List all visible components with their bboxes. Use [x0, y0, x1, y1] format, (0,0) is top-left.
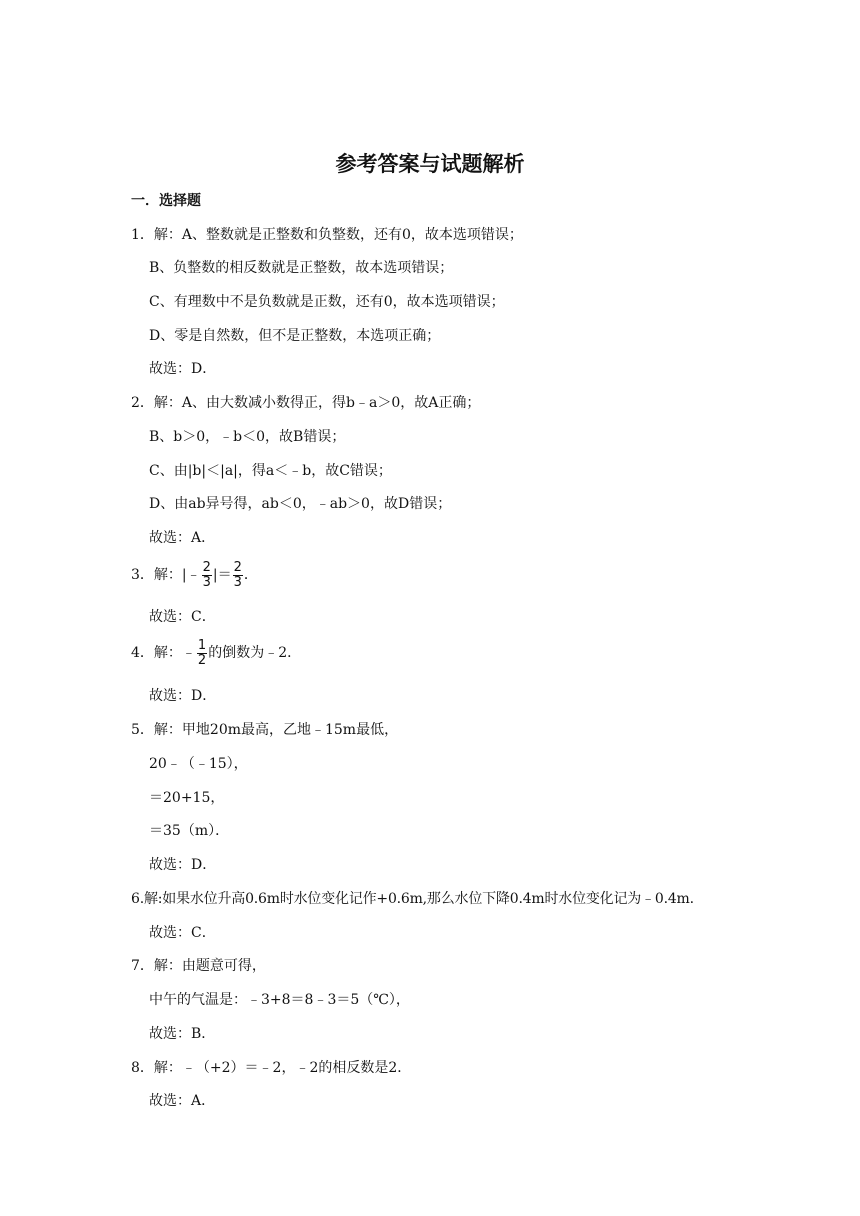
q3-fraction-1	[202, 561, 212, 590]
q5-line-4: ＝35（m）．	[149, 823, 230, 839]
q4-fraction	[197, 639, 207, 668]
q3-prefix: 3．解：|﹣	[131, 567, 201, 583]
q2-answer: 故选：A．	[149, 530, 216, 546]
q7-line-1: 7．解：由题意可得，	[131, 958, 266, 974]
q1-line-1: 1．解：A、整数就是正整数和负整数，还有0，故本选项错误；	[131, 227, 523, 243]
q3-mid: |＝	[212, 567, 232, 583]
section-heading: 一．选择题	[131, 193, 201, 209]
q4-fraction-denominator: 2	[197, 652, 207, 668]
q4-line-1	[131, 638, 301, 668]
q6-answer: 故选：C．	[149, 925, 216, 941]
q3-fraction-2-numerator: 2	[233, 559, 242, 575]
q3-fraction-1-numerator: 2	[202, 559, 211, 575]
q3-suffix: ．	[243, 567, 258, 583]
q1-answer: 故选：D．	[149, 361, 217, 377]
q4-fraction-numerator: 1	[197, 637, 207, 653]
q5-answer: 故选：D．	[149, 857, 217, 873]
q3-line-1	[131, 560, 258, 590]
q7-line-2: 中午的气温是：﹣3+8＝8﹣3＝5（℃），	[149, 992, 410, 1008]
q3-answer: 故选：C．	[149, 609, 216, 625]
q2-line-3: C、由|b|＜|a|，得a＜﹣b，故C错误；	[149, 463, 392, 479]
page-title: 参考答案与试题解析	[335, 152, 525, 176]
q1-line-2: B、负整数的相反数就是正整数，故本选项错误；	[149, 260, 454, 276]
q8-answer: 故选：A．	[149, 1093, 216, 1109]
q3-fraction-2-denominator: 3	[233, 574, 242, 590]
q3-fraction-1-denominator: 3	[202, 574, 211, 590]
q7-answer: 故选：B．	[149, 1026, 216, 1042]
q6-line-1: 6.解:如果水位升高0.6m时水位变化记作+0.6m,那么水位下降0.4m时水位变化记为﹣0.4m.	[131, 891, 694, 907]
q5-line-2: 20﹣（﹣15），	[149, 756, 248, 772]
q1-line-3: C、有理数中不是负数就是正数，还有0，故本选项错误；	[149, 294, 505, 310]
q2-line-4: D、由ab异号得，ab＜0，﹣ab＞0，故D错误；	[149, 496, 452, 512]
q1-line-4: D、零是自然数，但不是正整数，本选项正确；	[149, 328, 441, 344]
q4-prefix: 4．解：﹣	[131, 645, 196, 661]
q2-line-1: 2．解：A、由大数减小数得正，得b﹣a＞0，故A正确；	[131, 395, 481, 411]
q8-line-1: 8．解：﹣（+2）＝﹣2，﹣2的相反数是2．	[131, 1060, 412, 1076]
q4-answer: 故选：D．	[149, 688, 217, 704]
q3-fraction-2	[233, 561, 243, 590]
q5-line-1: 5．解：甲地20m最高，乙地﹣15m最低，	[131, 722, 399, 738]
q2-line-2: B、b＞0，﹣b＜0，故B错误；	[149, 429, 346, 445]
q4-suffix: 的倒数为﹣2．	[208, 645, 302, 661]
q5-line-3: ＝20+15，	[149, 790, 225, 806]
